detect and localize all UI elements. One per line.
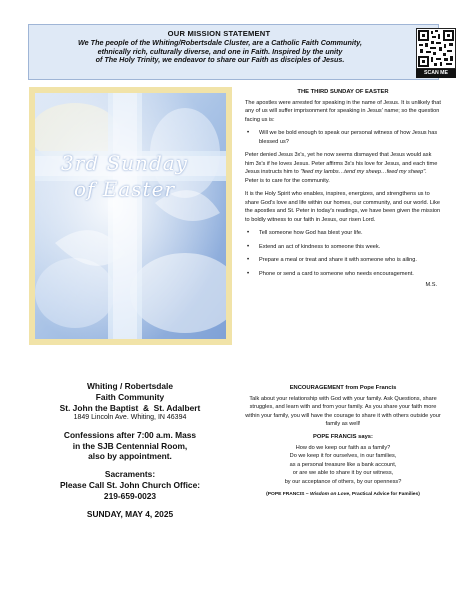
reflection-paragraph: It is the Holy Spirit who enables, inspires, energizes, and strengthens us to share God's love and life within our homes, our community, and our world. Like the apostles and St. Peter in today's readings, we have been given the mission to boldly witness to our faith in Jesus, our risen Lord. xyxy=(245,191,441,223)
mission-text xyxy=(35,39,405,65)
mission-line: of The Holy Trinity, we endeavor to share our Faith as disciples of Jesus. xyxy=(95,55,345,65)
mission-line: ethnically rich, culturally diverse, and one in Faith. Inspired by the unity xyxy=(97,46,343,56)
quote-citation xyxy=(245,491,441,500)
parish-name-line: Whiting / Robertsdale xyxy=(86,381,174,391)
list-item: • Prepare a meal or treat and share it with someone who is ailing. xyxy=(245,256,441,265)
sacraments-line: Please Call St. John Church Office: xyxy=(59,480,201,491)
bulletin-date: SUNDAY, MAY 4, 2025 xyxy=(86,508,174,519)
jesus-quote: "feed my lambs…tend my sheep…feed my sheep". xyxy=(300,169,427,175)
encouragement-body: Talk about your relationship with God with your family. Ask Questions, share struggles, and learn with and from your family. As you share your faith more within your family, you will have the courage to share it with others outside your family as well! xyxy=(245,395,441,428)
parish-name-line: Faith Community xyxy=(95,391,165,402)
reflection-paragraph: The apostles were arrested for speaking in the name of Jesus. It is unlikely that any of us will suffer imprisonment for speaking in Jesus' name; so the question facing us is: xyxy=(245,99,441,123)
quote-line: Do we keep it for ourselves, in our families, xyxy=(289,453,397,460)
list-item: • Phone or send a card to someone who needs encouragement. xyxy=(245,270,441,279)
parish-name-line: St. John the Baptist & St. Adalbert xyxy=(59,402,201,413)
parish-info xyxy=(28,381,232,519)
mission-title: OUR MISSION STATEMENT xyxy=(167,29,271,38)
quote-line: or are we able to share it by our witness, xyxy=(292,470,394,477)
sacraments-heading: Sacraments: xyxy=(104,469,156,480)
office-phone[interactable]: 219-659-0023 xyxy=(103,490,157,501)
confession-line: also by appointment. xyxy=(88,451,172,462)
mission-line: We The people of the Whiting/Robertsdale Cluster, are a Catholic Faith Community, xyxy=(78,38,362,47)
easter-caption-line1: 3rd Sunday xyxy=(61,151,188,175)
paragraph-text: Peter is to care for the community. xyxy=(245,177,330,184)
reflection-question: • Will we be bold enough to speak our personal witness of how Jesus has blessed us? xyxy=(245,129,441,146)
author-initials: M.S. xyxy=(425,282,437,288)
confession-line: Confessions after 7:00 a.m. Mass xyxy=(63,429,197,440)
reflection-paragraph xyxy=(245,151,441,185)
cross-illustration xyxy=(35,93,226,339)
encouragement-section xyxy=(245,384,441,499)
easter-image xyxy=(29,87,232,345)
list-item: • Tell someone how God has blest your life. xyxy=(245,229,441,238)
parish-address: 1849 Lincoln Ave. Whiting, IN 46394 xyxy=(73,414,187,422)
easter-caption-line2: of Easter xyxy=(73,177,176,201)
encouragement-heading: ENCOURAGEMENT from Pope Francis xyxy=(289,385,397,391)
quote-line: by our acceptance of others, by our openness? xyxy=(284,478,402,485)
reflection-section xyxy=(245,88,441,290)
scan-me-label: SCAN ME xyxy=(416,69,456,78)
mission-statement-box xyxy=(28,24,448,80)
quote-line: as a personal treasure like a bank account, xyxy=(289,461,397,468)
quote-line: How do we keep our faith as a family? xyxy=(295,444,391,451)
book-title: Wisdom on Love xyxy=(310,491,350,497)
list-item: • Extend an act of kindness to someone this week. xyxy=(245,243,441,252)
citation-text: , Practical Advice for Families) xyxy=(349,491,420,497)
pope-says-heading: POPE FRANCIS says: xyxy=(313,433,373,440)
reflection-heading: THE THIRD SUNDAY OF EASTER xyxy=(297,89,389,95)
paragraph-text: Peter denied Jesus 3x's, yet he now seems dismayed that Jesus would ask him 3x's if he loves Jesus. Peter affirms 3x's his love for Jesus, and each time Jesus instructs him to xyxy=(245,152,438,175)
qr-code-icon[interactable] xyxy=(416,28,456,69)
confession-line: in the SJB Centennial Room, xyxy=(72,440,188,451)
citation-text: (POPE FRANCIS ~ xyxy=(266,491,311,497)
